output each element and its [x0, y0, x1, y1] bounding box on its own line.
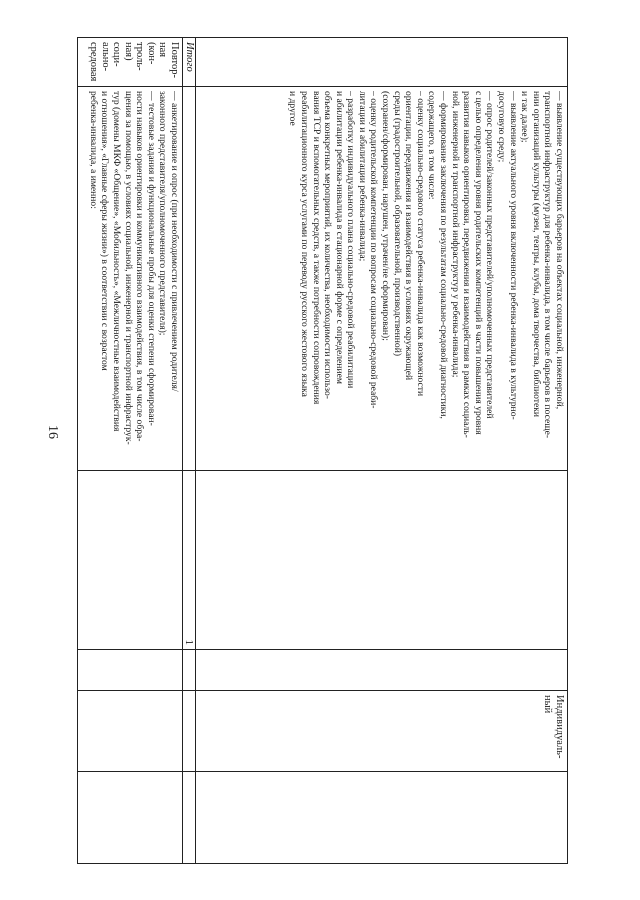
total-empty-cell	[183, 691, 196, 772]
content-line: реабилитационного курса услугами по переводу русского жестового языка	[298, 91, 310, 397]
content-line: содержащего, в том числе:	[426, 91, 438, 200]
content-cell	[196, 87, 568, 471]
form-cell: Индивидуаль-ный	[196, 691, 568, 772]
content-line: законного представителя/уполномоченного представителя);	[157, 91, 169, 336]
table-row	[78, 38, 183, 864]
total-row	[183, 38, 196, 864]
content-line: развития навыков ориентировки, передвижения и взаимодействия в рамках социаль-	[461, 91, 473, 438]
total-label: Итого	[183, 38, 196, 87]
extra-cell	[78, 772, 183, 864]
stage-cell	[196, 38, 568, 87]
content-cell	[78, 87, 183, 471]
responsible-cell	[78, 471, 183, 650]
content-line: досуговую среду;	[496, 91, 508, 163]
content-line: транспортной инфраструктур для ребенка-инвалида, в том числе барьеров в посеще-	[542, 91, 554, 439]
content-line: вания ТСР и вспомогательных средств, а также потребности сопровождения	[310, 91, 322, 405]
content-line: и так далее);	[519, 91, 531, 143]
content-line: среды (градостроительной, образовательной, производственной)	[391, 91, 403, 357]
table-row	[196, 38, 568, 864]
content-line: — выявление существующих барьеров на объектах социальной, инженерной,	[554, 91, 565, 410]
content-line: тур (домены МКФ «Общение», «Мобильность», «Межличностные взаимодействия	[111, 91, 123, 432]
content-line: — анкетирование и опрос (при необходимости с привлечением родителя/	[169, 91, 180, 392]
form-cell	[78, 691, 183, 772]
content-line: – оценку социально-средового статуса ребенка-инвалида как возможности	[414, 91, 426, 397]
responsible-cell	[196, 471, 568, 650]
content-line: и абилитации ребенка-инвалида в стационарной форме с определением	[333, 91, 345, 384]
content-line: щения за помощью, в условиях социальной, инженерной и транспортной инфраструк-	[122, 91, 134, 445]
content-line: нии организаций культуры (музеи, театры, клубы, дома творчества, библиотеки	[530, 91, 542, 418]
content-line: литации и абилитации ребенка-инвалида;	[356, 91, 368, 262]
content-line: с целью определения уровня родительских компетенций в части повышения уровня	[472, 91, 484, 435]
content-line: и отношения», «Главные сферы жизни») в соответствии с возрастом	[99, 91, 111, 371]
total-empty-cell	[183, 772, 196, 864]
content-line: (сохранен/сформирован, нарушен, утрачен/не сформирован);	[380, 91, 392, 341]
content-line: — тестовые задания и функциональные пробы для оценки степени сформирован-	[145, 91, 157, 426]
content-line: объема конкретных мероприятий, их количества, необходимости использо-	[322, 91, 334, 399]
content-line: – оценку родительской компетенции по вопросам социально-средовой реаби-	[368, 91, 380, 409]
total-empty-cell	[183, 87, 196, 471]
rotated-table-wrapper	[77, 37, 568, 864]
content-line: — выявление актуального уровня включенности ребенка-инвалида в культурно-	[507, 91, 519, 420]
content-line: – разработку индивидуального плана социально-средовой реабилитации	[345, 91, 357, 389]
content-line: ности навыков ориентировки и коммуникативного взаимодействия, в том числе обра-	[134, 91, 146, 442]
extra-cell	[196, 772, 568, 864]
content-line: — опрос родителей/законных представителей/уполномоченных представителей	[484, 91, 496, 419]
content-line: ориентации, передвижения и взаимодействия в условиях окружающей	[403, 91, 415, 381]
content-line: ребенка-инвалида, а именно:	[87, 91, 99, 209]
content-line: ной, инженерной и транспортной инфраструктур у ребенка-инвалида;	[449, 91, 461, 378]
page-number: 16	[45, 425, 60, 439]
rehabilitation-table	[77, 37, 568, 864]
periodicity-cell	[78, 650, 183, 691]
content-line: и другое	[287, 91, 299, 126]
total-empty-cell	[183, 650, 196, 691]
stage-cell: Повтор-ная (кон-троль-ная) соци-ально-средовая	[78, 38, 183, 87]
total-mark: 1	[183, 471, 196, 650]
content-line: — формирование заключения по результатам социально-средовой диагностики,	[438, 91, 450, 419]
periodicity-cell	[196, 650, 568, 691]
